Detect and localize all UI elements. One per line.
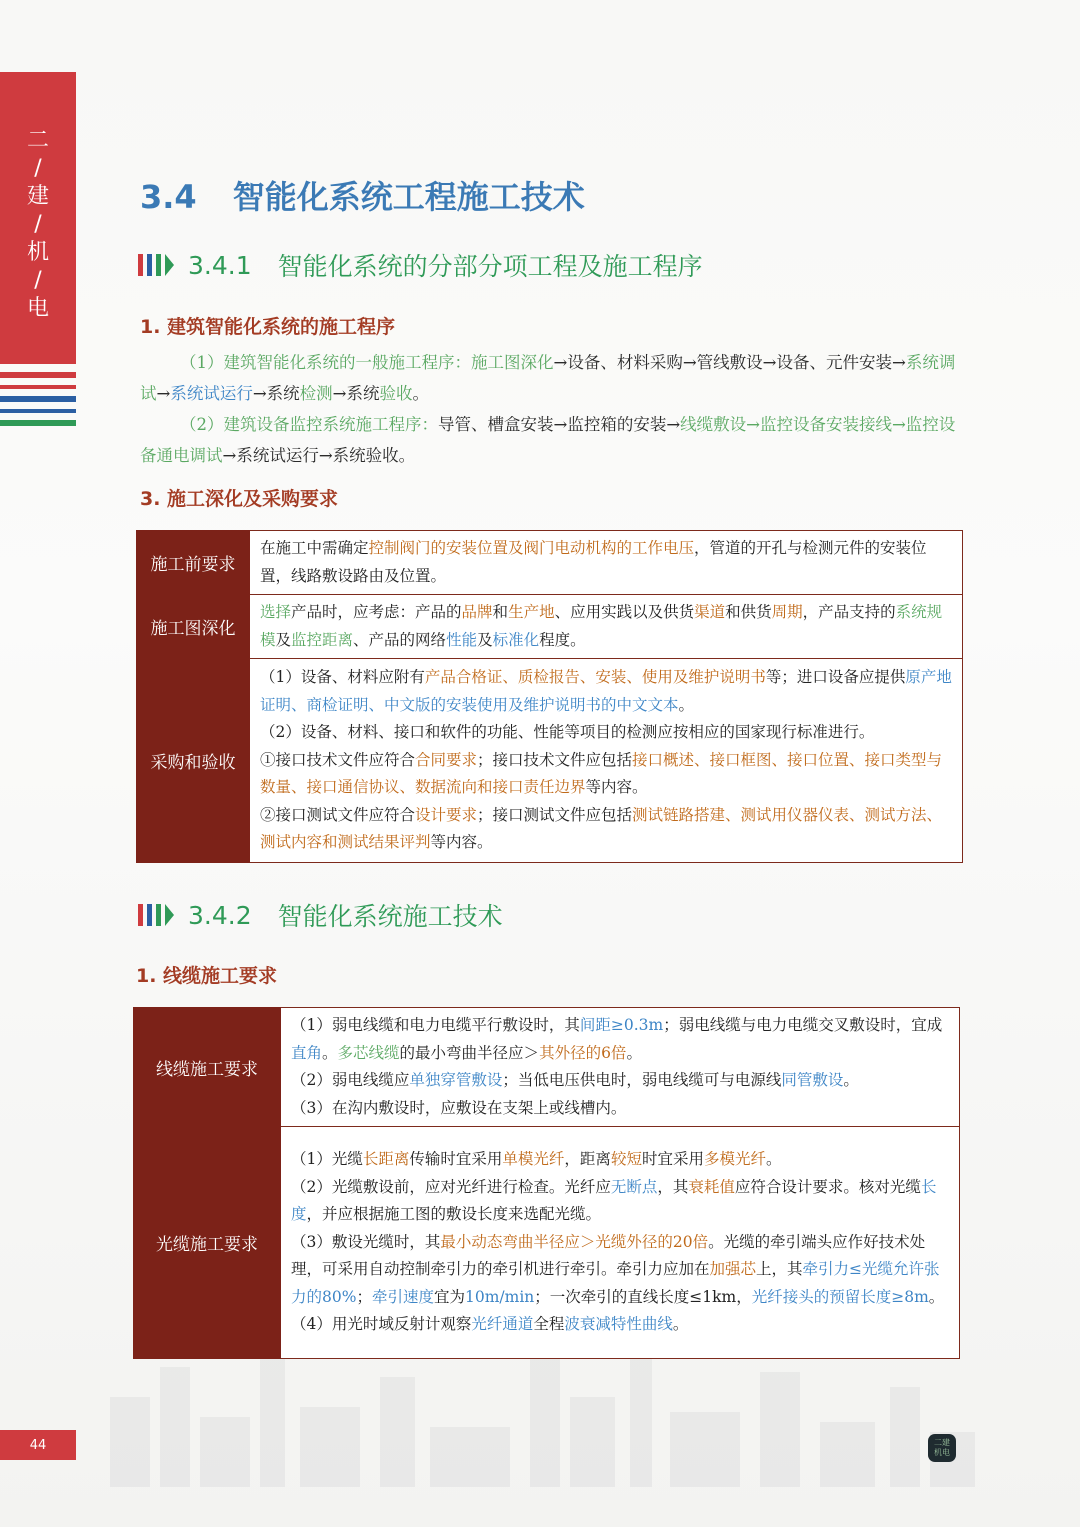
text-run: 。	[672, 1315, 689, 1334]
text-run: 接口概述、接口框图、接口位置、接口类型与数量、接口通信协议、数据流向和接口责任边界	[260, 750, 943, 797]
table-row	[137, 659, 963, 863]
side-tab-char: /	[34, 212, 42, 237]
text-run: ①接口技术文件应符合	[260, 750, 416, 769]
chapter-side-tab	[0, 72, 76, 364]
text-run: 检测	[299, 384, 333, 403]
brand-badge-icon	[928, 1434, 956, 1462]
subsection-number: 3.4.1	[188, 250, 252, 280]
content-line	[260, 599, 954, 654]
text-run: 性能	[446, 630, 478, 649]
text-run: 牵引力≤光缆允许张力的80%	[291, 1260, 940, 1306]
text-run: 测试链路搭建、测试用仪器仪表、测试方法、测试内容和测试结果评判	[260, 805, 943, 852]
heading: 3. 施工深化及采购要求	[140, 488, 339, 510]
text-run: 多芯线缆	[337, 1043, 400, 1062]
text-run: 多模光纤	[703, 1150, 766, 1169]
text-run: 无断点	[610, 1177, 658, 1196]
text-run: 。光缆的牵引端头应作好技术处理，可采用自动控制牵引力的牵引机进行牵引。牵引力应加在	[291, 1232, 926, 1279]
text-run: 衰耗值	[688, 1177, 735, 1196]
text-run: 和	[492, 603, 509, 621]
text-run: ；接口测试文件应包括	[477, 805, 633, 824]
heading-bars-icon	[138, 254, 174, 276]
table-row	[137, 595, 963, 659]
text-run: 系统调试	[140, 353, 956, 403]
text-run: ②接口测试文件应符合	[260, 805, 416, 824]
text-run: （1）设备、材料应附有	[260, 668, 425, 687]
text-run: 宜为	[433, 1287, 465, 1306]
text-run: →系统	[252, 384, 300, 403]
procurement-table	[136, 530, 963, 863]
text-run: （1）弱电线缆和电力电缆平行敷设时，其	[291, 1016, 580, 1034]
heading: 1. 线缆施工要求	[136, 965, 278, 987]
content-line	[260, 747, 954, 802]
subsection-title-text: 智能化系统的分部分项工程及施工程序	[277, 252, 703, 281]
text-run: （1）建筑智能化系统的一般施工程序：	[180, 353, 471, 372]
side-tab-char: 二	[26, 128, 49, 153]
text-run: →	[156, 384, 171, 403]
text-run: （2）设备、材料、接口和软件的功能、性能等项目的检测应按相应的国家现行标准进行。	[260, 723, 875, 742]
text-run: 全程	[533, 1315, 565, 1334]
text-run: 波衰减特性曲线	[564, 1315, 673, 1334]
table-row	[134, 1008, 960, 1127]
text-run: 加强芯	[709, 1260, 757, 1279]
text-run: 产品合格证、质检报告、安装、使用及维护说明书	[424, 668, 766, 687]
text-run: 传输时宜采用	[409, 1150, 503, 1169]
text-run: 最小动态弯曲半径应＞光缆外径的20倍	[440, 1232, 709, 1251]
row-content	[281, 1127, 960, 1359]
stripe	[0, 396, 76, 402]
badge-line: 二建	[934, 1438, 950, 1447]
content-line	[260, 719, 954, 747]
text-run: 原产地证明、商检证明、中文版的安装使用及维护说明书的中文文本	[260, 668, 952, 714]
text-run: 产品时，应考虑：产品的	[291, 603, 462, 621]
paragraph-2	[140, 409, 970, 471]
text-run: 间距≥0.3m	[579, 1016, 664, 1034]
text-run: 光纤通道	[471, 1315, 534, 1334]
text-run: 程度。	[539, 630, 586, 649]
text-run: 。	[678, 695, 695, 714]
text-run: （2）弱电线缆应	[291, 1071, 410, 1089]
text-run: ；弱电线缆与电力电缆交叉敷设时，宜成	[663, 1016, 943, 1034]
text-run: 其外径的6倍	[539, 1043, 627, 1062]
side-tab-char: 电	[26, 296, 49, 321]
text-run: 同管敷设	[781, 1071, 844, 1089]
text-run: 监控距离	[291, 630, 354, 649]
row-header: 光缆施工要求	[134, 1127, 281, 1359]
table-row	[134, 1127, 960, 1359]
text-run: 及	[477, 630, 493, 649]
content-line	[291, 1095, 951, 1123]
row-content	[281, 1008, 960, 1127]
text-run: 直角	[291, 1043, 323, 1062]
text-run: 施工图深化	[471, 353, 554, 372]
text-run: 应符合设计要求。核对光缆	[734, 1177, 921, 1196]
text-run: ，距离	[564, 1150, 611, 1169]
text-run: ，其	[657, 1177, 689, 1196]
text-run: 品牌	[461, 603, 493, 621]
row-header: 施工图深化	[137, 595, 250, 659]
cable-construction-table	[133, 1007, 960, 1359]
text-run: 周期	[771, 603, 803, 621]
section-title	[140, 172, 585, 218]
city-skyline-watermark	[100, 1337, 980, 1487]
row-header: 采购和验收	[137, 659, 250, 863]
text-run: 和供货	[725, 603, 772, 621]
section-title-text: 智能化系统工程施工技术	[232, 178, 585, 216]
side-tab-char: 建	[26, 184, 49, 209]
text-run: 设计要求	[415, 805, 478, 824]
text-run: 光纤接头的预留长度≥8m	[751, 1287, 929, 1306]
text-run: （2）光缆敷设前，应对光纤进行检查。光纤应	[291, 1177, 611, 1196]
text-run: 等内容。	[430, 833, 493, 852]
text-run: 单模光纤	[502, 1150, 565, 1169]
content-line	[291, 1229, 951, 1312]
text-run: 较短	[610, 1150, 642, 1169]
text-run: ，管道的开孔与检测元件的安装位置，线路敷设路由及位置。	[260, 539, 927, 585]
text-run: ，产品支持的	[802, 603, 896, 621]
text-run: 的最小弯曲半径应＞	[399, 1043, 540, 1062]
text-run: ；一次牵引的直线长度≤1km，	[534, 1287, 752, 1306]
stripe	[0, 409, 76, 413]
content-line	[291, 1012, 951, 1067]
text-run: 。	[928, 1287, 945, 1306]
subsection-title-text: 智能化系统施工技术	[277, 902, 503, 931]
text-run: 单独穿管敷设	[409, 1071, 503, 1089]
text-run: ；接口技术文件应包括	[477, 750, 633, 769]
content-line	[291, 1311, 951, 1339]
text-run: 生产地	[508, 603, 555, 621]
text-run: →设备、材料采购→管线敷设→设备、元件安装→	[553, 353, 906, 372]
paragraph-1	[140, 347, 970, 409]
text-run: （1）光缆	[291, 1150, 363, 1169]
side-tab-char: /	[34, 156, 42, 181]
text-run: 系统试运行	[170, 384, 253, 403]
text-run: ；当低电压供电时，弱电线缆可与电源线	[502, 1071, 782, 1089]
stripe	[0, 385, 76, 389]
text-run: 长度	[291, 1177, 937, 1224]
row-header: 施工前要求	[137, 531, 250, 595]
text-run: ；	[356, 1287, 372, 1306]
content-line	[260, 802, 954, 857]
text-run: 合同要求	[415, 750, 478, 769]
text-run: 。	[412, 384, 429, 403]
text-run: ，并应根据施工图的敷设长度来选配光缆。	[306, 1205, 602, 1224]
text-run: 。	[765, 1150, 782, 1169]
text-run: 牵引速度	[371, 1287, 434, 1306]
text-run: 。	[322, 1043, 338, 1062]
content-line	[291, 1067, 951, 1095]
text-run: 及	[275, 630, 292, 649]
content-line	[291, 1174, 951, 1229]
heading-bars-icon	[138, 904, 174, 926]
row-content	[250, 659, 963, 863]
text-run: 渠道	[694, 603, 726, 621]
text-run: （4）用光时域反射计观察	[291, 1315, 472, 1334]
row-header: 线缆施工要求	[134, 1008, 281, 1127]
stripe	[0, 420, 76, 426]
text-run: 系统规模	[260, 603, 943, 649]
text-run: →系统	[332, 384, 380, 403]
text-run: 、应用实践以及供货	[554, 603, 695, 621]
text-run: （3）敷设光缆时，其	[291, 1232, 441, 1251]
row-content	[250, 531, 963, 595]
text-run: 验收	[379, 384, 413, 403]
text-run: 长距离	[362, 1150, 410, 1169]
color-stripes	[0, 372, 76, 433]
text-run: 等内容。	[585, 778, 648, 797]
stripe	[0, 372, 76, 378]
text-run: 上，其	[756, 1260, 803, 1279]
content-line	[260, 664, 954, 719]
text-run: →系统试运行→系统验收。	[222, 446, 416, 465]
table-row	[137, 531, 963, 595]
text-run: 在施工中需确定	[260, 539, 369, 557]
text-run: 标准化	[492, 630, 540, 649]
text-run: 导管、槽盒安装→监控箱的安装→	[438, 415, 681, 434]
badge-line: 机电	[934, 1448, 950, 1457]
text-run: （3）在沟内敷设时，应敷设在支架上或线槽内。	[291, 1098, 627, 1117]
subsection-title	[138, 897, 503, 933]
text-run: 线缆敷设→监控设备安装接线→监控设备通电调试	[140, 415, 956, 465]
row-content	[250, 595, 963, 659]
text-run: （2）建筑设备监控系统施工程序：	[180, 415, 438, 434]
section-number: 3.4	[140, 178, 197, 216]
content-line	[291, 1146, 951, 1174]
content-line	[260, 535, 954, 590]
text-run: 10m/min	[465, 1287, 535, 1306]
text-run: 、产品的网络	[353, 630, 447, 649]
heading: 1. 建筑智能化系统的施工程序	[140, 316, 396, 338]
text-run: 。	[626, 1043, 642, 1062]
text-run: 等；进口设备应提供	[765, 668, 906, 687]
page-number: 44	[0, 1430, 76, 1460]
subsection-number: 3.4.2	[188, 900, 252, 930]
side-tab-char: 机	[26, 240, 49, 265]
subsection-title	[138, 247, 703, 283]
text-run: 选择	[260, 603, 292, 621]
text-run: 控制阀门的安装位置及阀门电动机构的工作电压	[368, 539, 695, 557]
text-run: 时宜采用	[641, 1150, 704, 1169]
text-run: 。	[843, 1071, 859, 1089]
side-tab-char: /	[34, 268, 42, 293]
